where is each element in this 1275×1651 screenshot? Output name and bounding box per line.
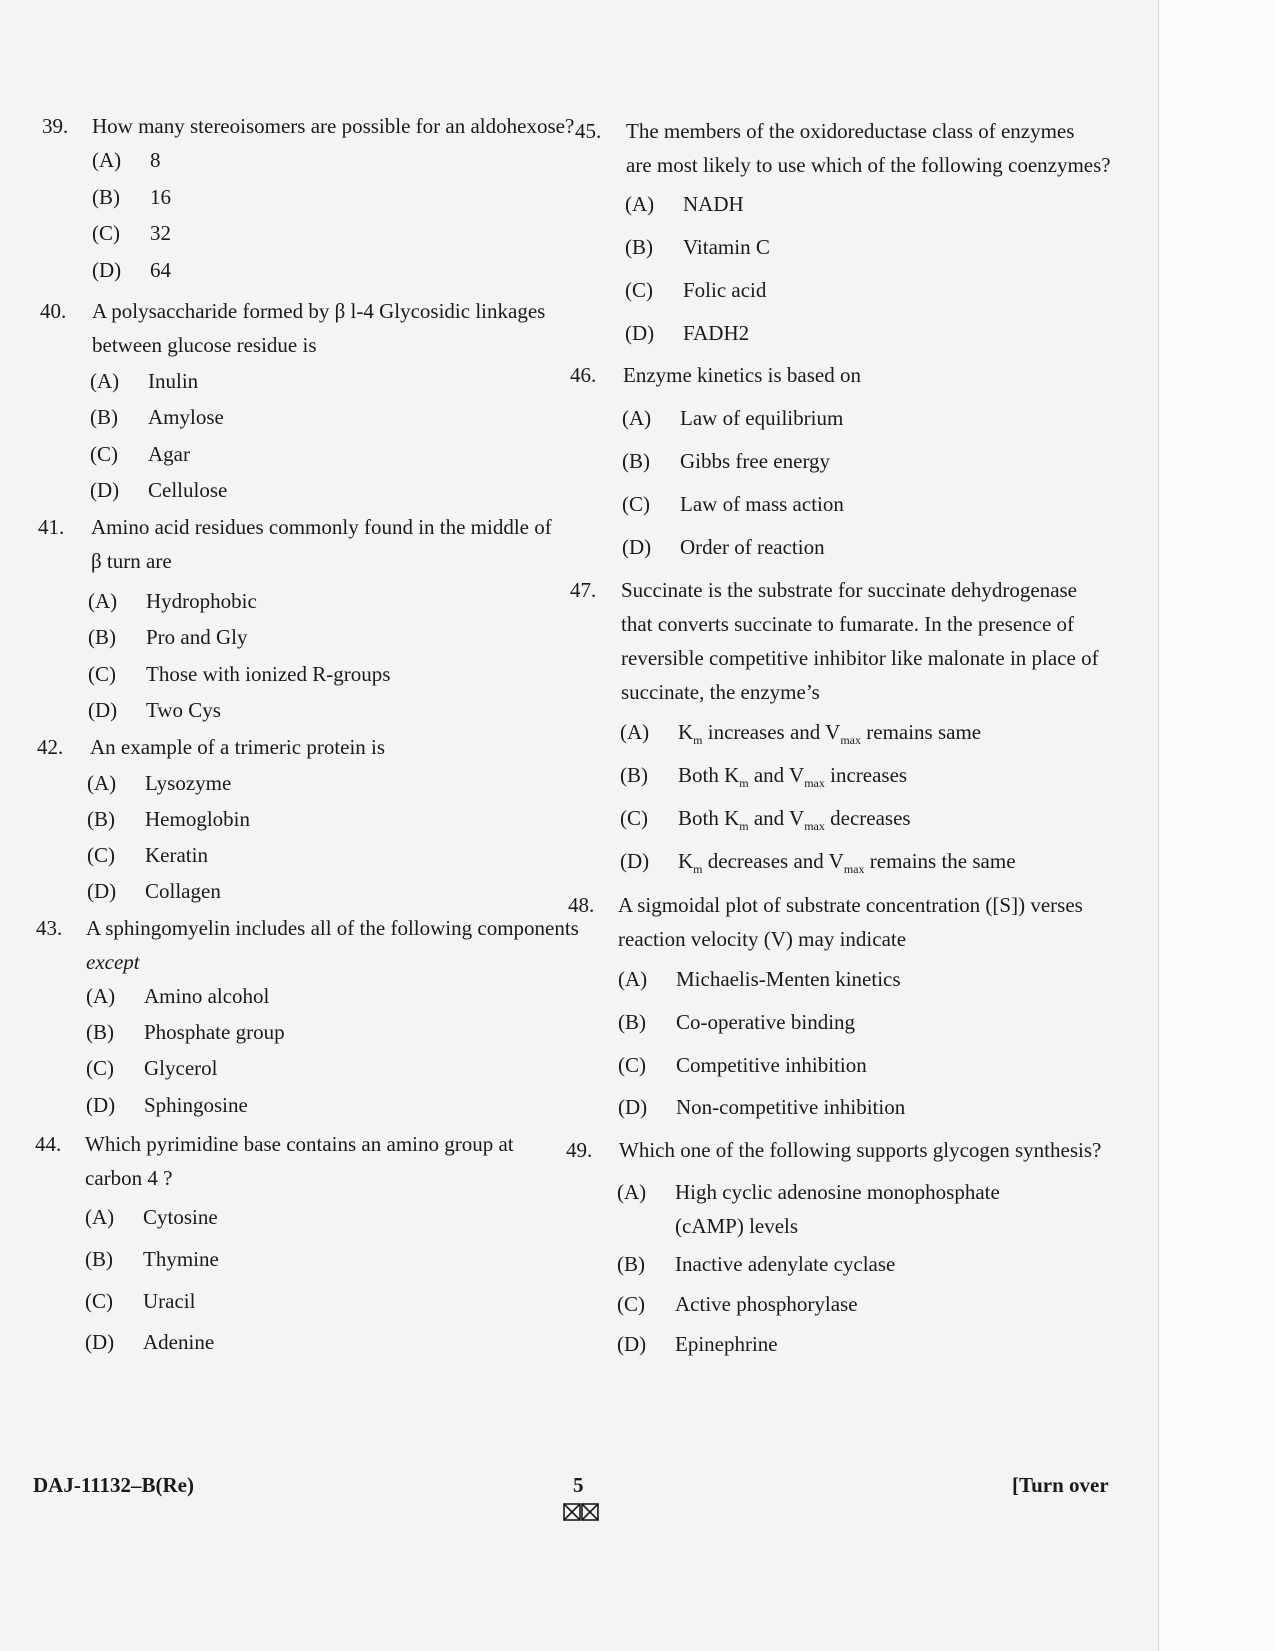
option-39-c[interactable]: (C) 32	[92, 221, 171, 245]
page-number: 5	[573, 1473, 584, 1497]
option-40-b[interactable]: (B) Amylose	[90, 405, 224, 429]
option-45-d[interactable]: (D) FADH2	[625, 321, 750, 345]
question-number: 43.	[36, 916, 63, 940]
option-39-a[interactable]: (A) 8	[92, 148, 161, 172]
question-number: 39.	[42, 114, 69, 138]
option-42-d[interactable]: (D) Collagen	[87, 879, 221, 903]
option-46-a[interactable]: (A) Law of equilibrium	[622, 406, 844, 430]
option-40-c[interactable]: (C) Agar	[90, 442, 190, 466]
question-number: 48.	[568, 893, 595, 917]
question-text-line-1: The members of the oxidoreductase class of enzymes	[626, 119, 1075, 143]
km-vmax-text: Both $K_m$ and $V_{max}$ decreases	[678, 806, 911, 833]
option-44-d[interactable]: (D) Adenine	[85, 1330, 215, 1354]
question-text-line-2: that converts succinate to fumarate. In the presence of	[621, 612, 1075, 636]
option-49-a[interactable]: (A) High cyclic adenosine monophosphate (cAMP) levels	[617, 1180, 1000, 1238]
option-43-a[interactable]: (A) Amino alcohol	[86, 984, 270, 1008]
turn-over-label: [Turn over	[1012, 1473, 1109, 1497]
question-number: 47.	[570, 578, 597, 602]
option-46-b[interactable]: (B) Gibbs free energy	[622, 449, 831, 473]
option-48-c[interactable]: (C) Competitive inhibition	[618, 1053, 867, 1077]
option-43-d[interactable]: (D) Sphingosine	[86, 1093, 248, 1117]
option-41-b[interactable]: (B) Pro and Gly	[88, 625, 248, 649]
question-text-line-3: reversible competitive inhibitor like malonate in place of	[621, 646, 1099, 670]
question-text: How many stereoisomers are possible for an aldohexose?	[92, 114, 575, 138]
question-number: 49.	[566, 1138, 593, 1162]
paper-code: DAJ-11132–B(Re)	[33, 1473, 194, 1497]
question-text-line-2: between glucose residue is	[92, 333, 317, 357]
option-49-b[interactable]: (B) Inactive adenylate cyclase	[617, 1252, 896, 1276]
option-39-b[interactable]: (B) 16	[92, 185, 171, 209]
option-49-d[interactable]: (D) Epinephrine	[617, 1332, 778, 1356]
option-45-b[interactable]: (B) Vitamin C	[625, 235, 770, 259]
question-text-line-2: except	[86, 950, 140, 974]
question-number: 42.	[37, 735, 64, 759]
question-text-line-1: A sigmoidal plot of substrate concentration ([S]) verses	[618, 893, 1083, 917]
option-42-b[interactable]: (B) Hemoglobin	[87, 807, 250, 831]
option-41-a[interactable]: (A) Hydrophobic	[88, 589, 257, 613]
question-text-line-2: carbon 4 ?	[85, 1166, 173, 1190]
option-45-c[interactable]: (C) Folic acid	[625, 278, 767, 302]
question-text-line-1: Succinate is the substrate for succinate dehydrogenase	[621, 578, 1078, 602]
option-40-a[interactable]: (A) Inulin	[90, 369, 199, 393]
question-number: 44.	[35, 1132, 62, 1156]
option-48-a[interactable]: (A) Michaelis-Menten kinetics	[618, 967, 901, 991]
option-44-b[interactable]: (B) Thymine	[85, 1247, 219, 1271]
km-vmax-text: $K_m$ decreases and $V_{max}$ remains the same	[678, 849, 1016, 876]
question-text-line-1: Amino acid residues commonly found in the middle of	[91, 515, 552, 539]
option-42-c[interactable]: (C) Keratin	[87, 843, 208, 867]
question-text-line-2: β turn are	[91, 549, 172, 573]
question-number: 41.	[38, 515, 65, 539]
option-48-d[interactable]: (D) Non-competitive inhibition	[618, 1095, 906, 1119]
option-41-d[interactable]: (D) Two Cys	[88, 698, 221, 722]
question-text-line-4: succinate, the enzyme’s	[621, 680, 820, 704]
option-39-d[interactable]: (D) 64	[92, 258, 171, 282]
option-42-a[interactable]: (A) Lysozyme	[87, 771, 232, 795]
option-40-d[interactable]: (D) Cellulose	[90, 478, 228, 502]
question-text: Enzyme kinetics is based on	[623, 363, 861, 387]
option-44-a[interactable]: (A) Cytosine	[85, 1205, 218, 1229]
option-47-a[interactable]: (A) $K_m$ increases and $V_{max}$ remains same	[620, 720, 982, 747]
option-44-c[interactable]: (C) Uracil	[85, 1289, 196, 1313]
option-49-c[interactable]: (C) Active phosphorylase	[617, 1292, 858, 1316]
question-text-line-1: A polysaccharide formed by β l-4 Glycosidic linkages	[92, 299, 546, 323]
question-text-line-1: Which pyrimidine base contains an amino group at	[85, 1132, 514, 1156]
page-mark-icon	[563, 1503, 599, 1521]
option-46-d[interactable]: (D) Order of reaction	[622, 535, 825, 559]
question-number: 45.	[575, 119, 602, 143]
question-number: 46.	[570, 363, 597, 387]
question-text-line-2: are most likely to use which of the following coenzymes?	[626, 153, 1111, 177]
question-number: 40.	[40, 299, 67, 323]
option-43-b[interactable]: (B) Phosphate group	[86, 1020, 285, 1044]
question-text-line-1: A sphingomyelin includes all of the following components	[86, 916, 579, 940]
option-41-c[interactable]: (C) Those with ionized R-groups	[88, 662, 391, 686]
option-47-b[interactable]: (B) Both $K_m$ and $V_{max}$ increases	[620, 763, 908, 790]
option-46-c[interactable]: (C) Law of mass action	[622, 492, 844, 516]
question-text: Which one of the following supports glycogen synthesis?	[619, 1138, 1102, 1162]
option-45-a[interactable]: (A) NADH	[625, 192, 744, 216]
question-text: An example of a trimeric protein is	[90, 735, 386, 759]
option-47-c[interactable]: (C) Both $K_m$ and $V_{max}$ decreases	[620, 806, 911, 833]
option-43-c[interactable]: (C) Glycerol	[86, 1056, 218, 1080]
scan-edge	[1158, 0, 1275, 1651]
km-vmax-text: $K_m$ increases and $V_{max}$ remains same	[678, 720, 982, 747]
km-vmax-text: Both $K_m$ and $V_{max}$ increases	[678, 763, 908, 790]
question-text-line-2: reaction velocity (V) may indicate	[618, 927, 907, 951]
option-48-b[interactable]: (B) Co-operative binding	[618, 1010, 856, 1034]
option-47-d[interactable]: (D) $K_m$ decreases and $V_{max}$ remains the same	[620, 849, 1016, 876]
